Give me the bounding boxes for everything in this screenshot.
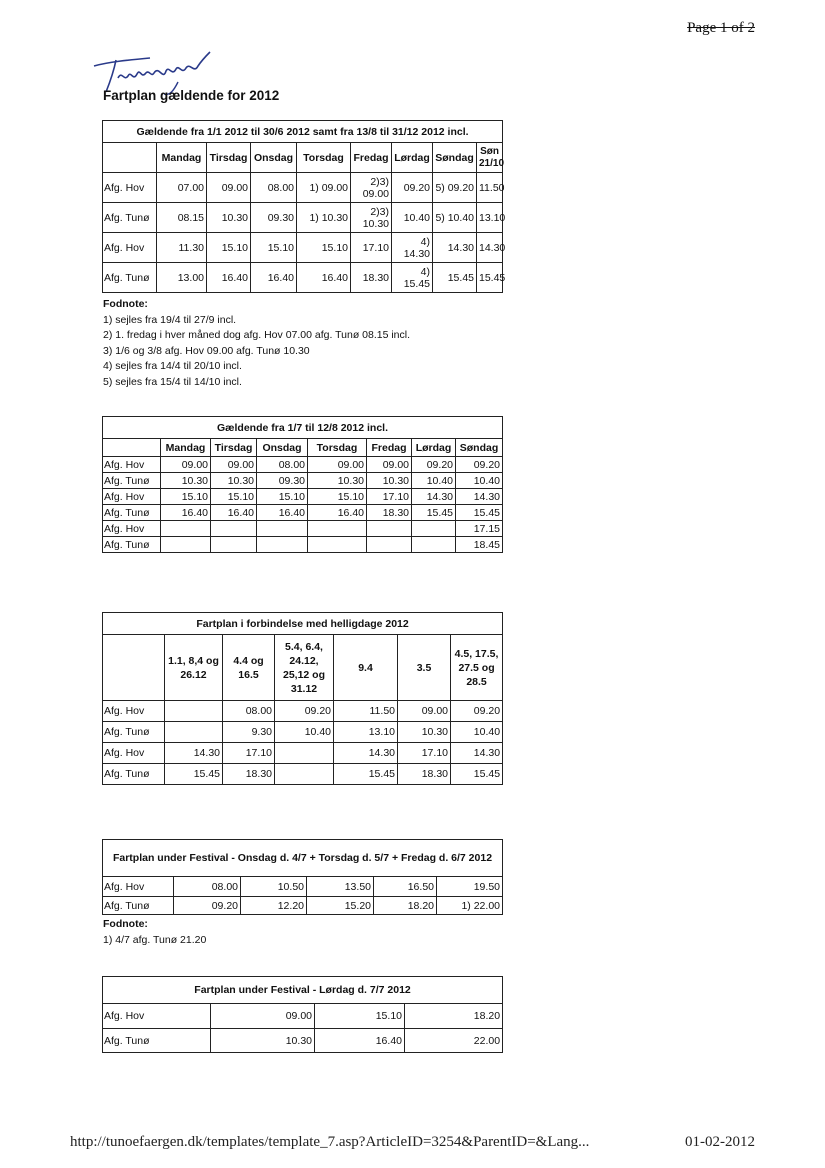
time-cell: [161, 521, 211, 537]
footnotes-regular: [103, 297, 410, 390]
time-cell: 07.00: [157, 173, 207, 203]
footnote-item: 2) 1. fredag i hver måned dog afg. Hov 07.00 afg. Tunø 08.15 incl.: [103, 329, 411, 341]
header-cell: Tirsdag: [207, 143, 251, 173]
time-cell: 15.45: [165, 764, 223, 785]
time-cell: 2)3) 10.30: [351, 203, 392, 233]
time-cell: 14.30: [451, 743, 503, 764]
footer-date: 01-02-2012: [685, 1134, 755, 1150]
time-cell: 13.00: [157, 263, 207, 293]
time-cell: 15.20: [307, 897, 374, 915]
row-label: Afg. Tunø: [103, 897, 174, 915]
row-label: Afg. Tunø: [103, 764, 165, 785]
time-cell: 16.40: [308, 505, 367, 521]
time-cell: 18.30: [398, 764, 451, 785]
time-cell: 16.40: [251, 263, 297, 293]
header-cell: [103, 143, 157, 173]
header-cell: Fredag: [351, 143, 392, 173]
time-cell: 11.50: [334, 701, 398, 722]
header-cell: Mandag: [157, 143, 207, 173]
time-cell: 5) 09.20: [433, 173, 477, 203]
time-cell: 22.00: [405, 1029, 503, 1053]
footnote-item: 1) 4/7 afg. Tunø 21.20: [103, 933, 207, 946]
time-cell: 5) 10.40: [433, 203, 477, 233]
table-row: [103, 505, 503, 521]
row-label: Afg. Hov: [103, 877, 174, 897]
table-row: [103, 263, 503, 293]
time-cell: 16.50: [374, 877, 437, 897]
time-cell: 09.30: [251, 203, 297, 233]
header-cell: 1.1, 8,4 og 26.12: [165, 635, 223, 701]
schedule-table-festival-saturday: [102, 976, 503, 1053]
header-cell: Torsdag: [308, 439, 367, 457]
time-cell: 15.10: [251, 233, 297, 263]
time-cell: 09.20: [451, 701, 503, 722]
time-cell: 15.45: [412, 505, 456, 521]
row-label: Afg. Hov: [103, 233, 157, 263]
time-cell: 15.10: [257, 489, 308, 505]
row-label: Afg. Hov: [103, 489, 161, 505]
time-cell: 09.00: [308, 457, 367, 473]
time-cell: 15.10: [308, 489, 367, 505]
table-caption: Gældende fra 1/7 til 12/8 2012 incl.: [103, 417, 503, 439]
time-cell: [412, 521, 456, 537]
time-cell: 16.40: [161, 505, 211, 521]
time-cell: 15.10: [207, 233, 251, 263]
header-cell: [103, 635, 165, 701]
table-row: [103, 1029, 503, 1053]
table-row: [103, 203, 503, 233]
header-cell: Søndag: [456, 439, 503, 457]
time-cell: 9.30: [223, 722, 275, 743]
table-row: [103, 489, 503, 505]
table-row: [103, 897, 503, 915]
time-cell: 16.40: [211, 505, 257, 521]
table-row: [103, 877, 503, 897]
time-cell: 13.50: [307, 877, 374, 897]
table-caption: Fartplan under Festival - Lørdag d. 7/7 2012: [103, 977, 503, 1004]
document-title: Fartplan gældende for 2012: [103, 88, 280, 103]
time-cell: [275, 743, 334, 764]
row-label: Afg. Hov: [103, 701, 165, 722]
header-cell: Lørdag: [392, 143, 433, 173]
schedule-table-regular: [102, 120, 506, 293]
time-cell: 10.40: [392, 203, 433, 233]
schedule-table-festival-weekdays: [102, 839, 503, 915]
header-cell: Søndag: [433, 143, 477, 173]
time-cell: 18.20: [374, 897, 437, 915]
header-cell: 9.4: [334, 635, 398, 701]
time-cell: 08.00: [257, 457, 308, 473]
time-cell: 13.10: [334, 722, 398, 743]
time-cell: 15.45: [477, 263, 503, 293]
time-cell: 17.10: [223, 743, 275, 764]
time-cell: [257, 521, 308, 537]
time-cell: 4) 15.45: [392, 263, 433, 293]
table-row: [103, 457, 503, 473]
time-cell: 09.00: [211, 1004, 315, 1029]
table-row: [103, 1004, 503, 1029]
time-cell: 08.00: [251, 173, 297, 203]
time-cell: 13.10: [477, 203, 503, 233]
time-cell: 1) 10.30: [297, 203, 351, 233]
table-row: [103, 722, 503, 743]
time-cell: [367, 521, 412, 537]
table-row: [103, 473, 503, 489]
header-cell: Mandag: [161, 439, 211, 457]
time-cell: 15.45: [456, 505, 503, 521]
time-cell: 09.20: [392, 173, 433, 203]
time-cell: 10.30: [211, 473, 257, 489]
row-label: Afg. Hov: [103, 743, 165, 764]
footer-url: http://tunoefaergen.dk/templates/template_7.asp?ArticleID=3254&ParentID=&Lang...: [70, 1134, 590, 1150]
time-cell: 09.00: [211, 457, 257, 473]
time-cell: [211, 521, 257, 537]
header-cell: Fredag: [367, 439, 412, 457]
time-cell: [308, 521, 367, 537]
footnote-item: 4) sejles fra 14/4 til 20/10 incl.: [103, 360, 242, 372]
time-cell: 16.40: [257, 505, 308, 521]
time-cell: 14.30: [165, 743, 223, 764]
time-cell: 18.45: [456, 537, 503, 553]
time-cell: 15.45: [451, 764, 503, 785]
time-cell: [161, 537, 211, 553]
header-cell: 5.4, 6.4, 24.12, 25,12 og 31.12: [275, 635, 334, 701]
time-cell: 09.00: [161, 457, 211, 473]
row-label: Afg. Hov: [103, 457, 161, 473]
time-cell: 16.40: [297, 263, 351, 293]
footnote-item: 1) sejles fra 19/4 til 27/9 incl.: [103, 313, 237, 326]
row-label: Afg. Hov: [103, 521, 161, 537]
row-label: Afg. Tunø: [103, 1029, 211, 1053]
header-cell: Søn 21/10: [477, 143, 503, 173]
time-cell: 17.15: [456, 521, 503, 537]
schedule-table-summer: [102, 416, 503, 553]
time-cell: 15.45: [334, 764, 398, 785]
time-cell: [165, 722, 223, 743]
row-label: Afg. Tunø: [103, 473, 161, 489]
time-cell: 14.30: [477, 233, 503, 263]
time-cell: [367, 537, 412, 553]
time-cell: 10.30: [367, 473, 412, 489]
header-cell: Onsdag: [251, 143, 297, 173]
header-cell: Tirsdag: [211, 439, 257, 457]
row-label: Afg. Tunø: [103, 537, 161, 553]
time-cell: 08.00: [223, 701, 275, 722]
header-cell: Onsdag: [257, 439, 308, 457]
time-cell: 10.30: [308, 473, 367, 489]
row-label: Afg. Tunø: [103, 505, 161, 521]
time-cell: 16.40: [315, 1029, 405, 1053]
footnote-title: Fodnote:: [103, 918, 148, 930]
time-cell: 08.15: [157, 203, 207, 233]
footnote-item: 3) 1/6 og 3/8 afg. Hov 09.00 afg. Tunø 10.30: [103, 344, 310, 357]
footnote-title: Fodnote:: [103, 298, 148, 310]
time-cell: 10.40: [275, 722, 334, 743]
time-cell: 09.00: [367, 457, 412, 473]
time-cell: 18.20: [405, 1004, 503, 1029]
time-cell: 11.30: [157, 233, 207, 263]
time-cell: 11.50: [477, 173, 503, 203]
time-cell: 12.20: [241, 897, 307, 915]
time-cell: 09.20: [275, 701, 334, 722]
time-cell: 17.10: [367, 489, 412, 505]
row-label: Afg. Tunø: [103, 722, 165, 743]
header-cell: Lørdag: [412, 439, 456, 457]
header-cell: Torsdag: [297, 143, 351, 173]
time-cell: 09.30: [257, 473, 308, 489]
time-cell: 4) 14.30: [392, 233, 433, 263]
time-cell: 17.10: [351, 233, 392, 263]
time-cell: 14.30: [433, 233, 477, 263]
table-row: [103, 233, 503, 263]
header-cell: 4.4 og 16.5: [223, 635, 275, 701]
footnotes-festival: [103, 917, 206, 948]
time-cell: 10.40: [412, 473, 456, 489]
time-cell: 08.00: [174, 877, 241, 897]
time-cell: 15.10: [315, 1004, 405, 1029]
table-row: [103, 701, 503, 722]
time-cell: 14.30: [412, 489, 456, 505]
time-cell: 09.00: [207, 173, 251, 203]
time-cell: [275, 764, 334, 785]
row-label: Afg. Hov: [103, 1004, 211, 1029]
time-cell: 09.20: [456, 457, 503, 473]
row-label: Afg. Hov: [103, 173, 157, 203]
time-cell: 10.30: [161, 473, 211, 489]
time-cell: 09.20: [412, 457, 456, 473]
schedule-table-holidays: [102, 612, 503, 785]
time-cell: 16.40: [207, 263, 251, 293]
time-cell: 10.30: [211, 1029, 315, 1053]
page-number: Page 1 of 2: [687, 20, 755, 36]
time-cell: 10.30: [207, 203, 251, 233]
time-cell: 15.10: [161, 489, 211, 505]
time-cell: 1) 22.00: [437, 897, 503, 915]
header-cell: 4.5, 17.5, 27.5 og 28.5: [451, 635, 503, 701]
time-cell: [308, 537, 367, 553]
time-cell: 10.30: [398, 722, 451, 743]
table-caption: Gældende fra 1/1 2012 til 30/6 2012 samt fra 13/8 til 31/12 2012 incl.: [103, 121, 503, 143]
footnote-item: 5) sejles fra 15/4 til 14/10 incl.: [103, 375, 242, 388]
table-row: [103, 743, 503, 764]
header-cell: 3.5: [398, 635, 451, 701]
table-caption: Fartplan under Festival - Onsdag d. 4/7 + Torsdag d. 5/7 + Fredag d. 6/7 2012: [103, 840, 503, 877]
row-label: Afg. Tunø: [103, 203, 157, 233]
time-cell: 1) 09.00: [297, 173, 351, 203]
time-cell: 10.40: [456, 473, 503, 489]
time-cell: 2)3) 09.00: [351, 173, 392, 203]
table-row: [103, 173, 503, 203]
time-cell: [211, 537, 257, 553]
time-cell: 17.10: [398, 743, 451, 764]
time-cell: 15.45: [433, 263, 477, 293]
time-cell: [165, 701, 223, 722]
time-cell: 18.30: [223, 764, 275, 785]
time-cell: 10.40: [451, 722, 503, 743]
time-cell: 15.10: [297, 233, 351, 263]
time-cell: 14.30: [456, 489, 503, 505]
time-cell: 18.30: [351, 263, 392, 293]
time-cell: 09.20: [174, 897, 241, 915]
time-cell: 19.50: [437, 877, 503, 897]
time-cell: 14.30: [334, 743, 398, 764]
table-row: [103, 521, 503, 537]
header-cell: [103, 439, 161, 457]
table-row: [103, 764, 503, 785]
time-cell: 09.00: [398, 701, 451, 722]
time-cell: 18.30: [367, 505, 412, 521]
table-caption: Fartplan i forbindelse med helligdage 2012: [103, 613, 503, 635]
time-cell: 10.50: [241, 877, 307, 897]
time-cell: 15.10: [211, 489, 257, 505]
table-row: [103, 537, 503, 553]
time-cell: [412, 537, 456, 553]
row-label: Afg. Tunø: [103, 263, 157, 293]
time-cell: [257, 537, 308, 553]
